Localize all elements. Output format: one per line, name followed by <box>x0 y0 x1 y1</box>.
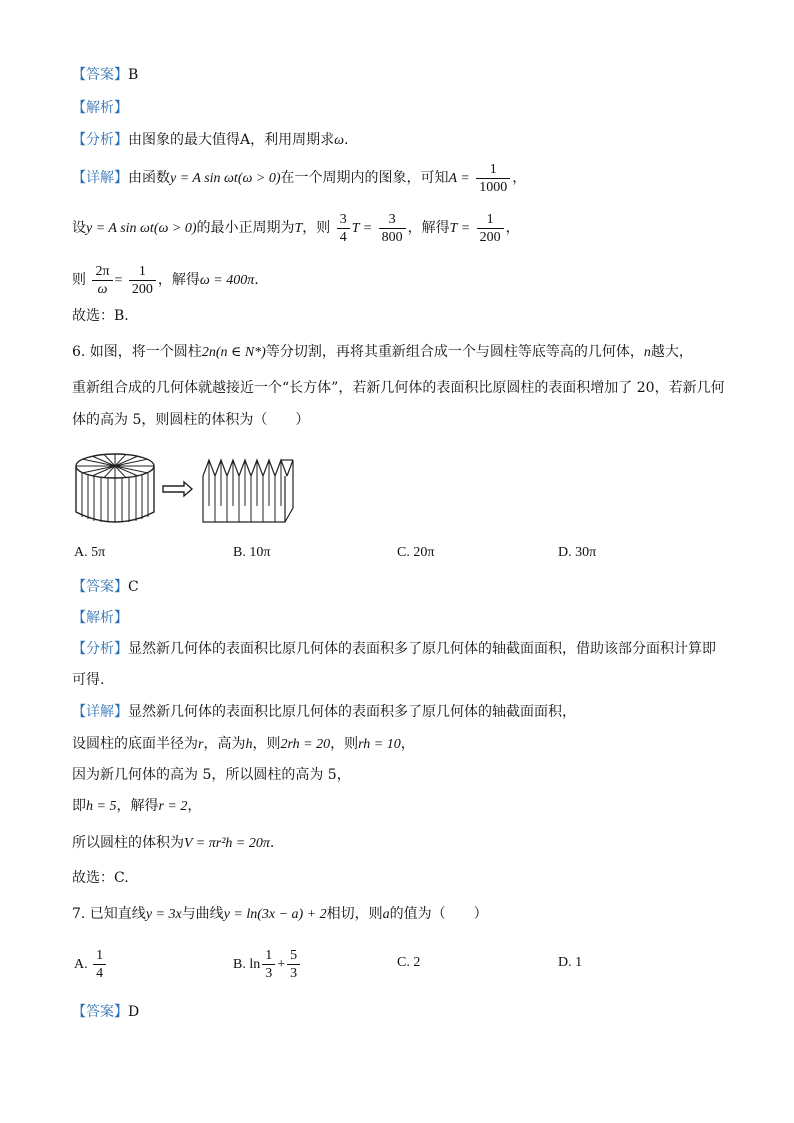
stem-text-c: 等分切割，再将其重新组合成一个与圆柱等底等高的几何体， <box>265 344 644 360</box>
stem-text-2: 重新组合成的几何体就越接近一个“长方体”，若新几何体的表面积比原圆柱的表面积增加了 20，若新几何 <box>72 380 725 396</box>
q6-option-b[interactable]: B. 10π <box>233 545 271 560</box>
numerator: 5 <box>287 947 300 965</box>
d5-end: . <box>269 835 275 851</box>
q5-detail-line-2 <box>72 210 520 247</box>
fraction-1-3 <box>262 947 275 982</box>
d4-text-b: ，解得 <box>116 798 159 814</box>
q7-option-d[interactable]: D. 1 <box>558 955 583 970</box>
q6-fenxi-line-1 <box>72 638 716 660</box>
q5-detail-line-1 <box>72 160 526 197</box>
xiangjie-tag: 【详解】 <box>72 704 128 720</box>
stem-text-a: 6. 如图，将一个圆柱 <box>72 344 202 360</box>
numerator: 1 <box>477 211 504 229</box>
denominator: 4 <box>339 229 347 245</box>
denominator: 3 <box>290 966 298 982</box>
d2-text-c: ，则 <box>252 736 281 752</box>
q7-stem-line <box>72 903 488 926</box>
fenxi-omega: ω <box>334 133 345 148</box>
d2-text-a: 设圆柱的底面半径为 <box>72 736 198 752</box>
choose-text: 故选：B. <box>72 308 129 324</box>
l3-result: ω = 400π <box>199 273 255 288</box>
q6-answer-line <box>72 576 139 598</box>
q6-option-d[interactable]: D. 30π <box>558 545 597 560</box>
answer-tag: 【答案】 <box>72 1004 128 1020</box>
d3-text: 因为新几何体的高为 5，所以圆柱的高为 5， <box>72 767 351 783</box>
ln-text: ln <box>249 957 261 972</box>
numerator: 3 <box>379 211 406 229</box>
l2-end: ， <box>505 220 520 236</box>
fraction-2pi-omega <box>92 263 112 298</box>
fenxi-text-2: 可得. <box>72 672 105 688</box>
fraction-1-200 <box>129 263 156 298</box>
numerator: 1 <box>129 263 156 281</box>
q6-option-a[interactable]: A. 5π <box>74 545 106 560</box>
l3-eq: = <box>114 273 123 288</box>
l2-text-a: 设 <box>72 220 86 236</box>
q6-stem-line-3 <box>72 409 309 431</box>
q6-detail-line-2 <box>72 733 415 756</box>
plus-sign: + <box>277 957 286 972</box>
l2-expr: y = A sin ωt(ω > 0) <box>86 221 197 236</box>
analysis-tag: 【解析】 <box>72 100 128 116</box>
d2-text-b: ，高为 <box>203 736 246 752</box>
l1-lhs: A = <box>448 171 470 186</box>
l1-text-a: 由函数 <box>128 170 170 186</box>
l2-T: T <box>294 221 303 236</box>
q5-choose-line <box>72 305 129 327</box>
l3-text-b: ，解得 <box>157 272 200 288</box>
answer-value: C <box>128 579 139 595</box>
fraction-3-800 <box>379 211 406 246</box>
d2-h: h <box>245 737 253 752</box>
answer-tag: 【答案】 <box>72 67 128 83</box>
l2-text-b: 的最小正周期为 <box>196 220 295 236</box>
stem-text-c: 相切，则 <box>326 906 383 922</box>
stem-n: n <box>643 345 651 360</box>
denominator: 3 <box>265 966 273 982</box>
answer-value: B <box>128 67 139 83</box>
d2-text-d: ，则 <box>330 736 359 752</box>
box-drawing <box>203 460 293 522</box>
fenxi-end: . <box>344 132 349 148</box>
fenxi-tag: 【分析】 <box>72 132 128 148</box>
answer-tag: 【答案】 <box>72 579 128 595</box>
q7-answer-line <box>72 1001 139 1023</box>
q5-fenxi-line <box>72 129 348 152</box>
cylinder-drawing <box>76 454 154 523</box>
fraction-3-4 <box>337 211 350 246</box>
l2-T2: T = <box>351 221 373 236</box>
d2-expr-2: rh = 10 <box>358 737 401 752</box>
d2-end: ， <box>400 736 415 752</box>
d2-r: r <box>198 737 204 752</box>
q6-choose-line <box>72 867 129 889</box>
q7-option-b[interactable] <box>233 947 302 983</box>
d5-text-a: 所以圆柱的体积为 <box>72 835 184 851</box>
q7-option-c[interactable]: C. 2 <box>397 955 421 970</box>
q6-option-c[interactable]: C. 20π <box>397 545 435 560</box>
fenxi-text-1: 显然新几何体的表面积比原几何体的表面积多了原几何体的轴截面面积，借助该部分面积计算即 <box>128 641 716 657</box>
fraction-5-3 <box>287 947 300 982</box>
d4-expr-1: h = 5 <box>86 799 117 814</box>
stem-expr: 2n(n ∈ N*) <box>201 345 266 360</box>
answer-value: D <box>128 1004 140 1020</box>
l2-text-c: ，则 <box>302 220 331 236</box>
q6-analysis-tag <box>72 607 128 629</box>
q7-option-a[interactable] <box>74 947 108 983</box>
xiangjie-text-1: 显然新几何体的表面积比原几何体的表面积多了原几何体的轴截面面积， <box>128 704 576 720</box>
stem-a: a <box>382 907 390 922</box>
stem-text-3: 体的高为 5，则圆柱的体积为（ ） <box>72 412 310 428</box>
q6-fenxi-line-2 <box>72 669 104 691</box>
stem-text-a: 7. 已知直线 <box>72 906 146 922</box>
cylinder-to-box-figure <box>74 446 300 526</box>
numerator: 3 <box>337 211 350 229</box>
q5-detail-line-3 <box>72 262 259 299</box>
denominator: 4 <box>96 966 104 982</box>
denominator: 1000 <box>479 179 508 195</box>
fenxi-text-a: 由图象的最大值得A，利用周期求 <box>128 132 335 148</box>
d4-expr-2: r = 2 <box>158 799 188 814</box>
l3-text-a: 则 <box>72 272 86 288</box>
denominator: 200 <box>131 281 153 297</box>
l1-end: ， <box>512 170 527 186</box>
stem-text-d: 的值为（ ） <box>389 906 488 922</box>
numerator: 1 <box>93 947 106 965</box>
fraction-1-200 <box>477 211 504 246</box>
q5-answer-line <box>72 64 138 86</box>
denominator: ω <box>97 281 108 297</box>
q6-detail-line-4 <box>72 795 201 818</box>
arrow-right-icon <box>163 482 192 496</box>
l2-text-d: ，解得 <box>407 220 450 236</box>
q6-detail-line-3 <box>72 764 351 786</box>
fenxi-tag: 【分析】 <box>72 641 128 657</box>
numerator: 1 <box>476 161 510 179</box>
stem-text-e: 越大， <box>650 344 693 360</box>
fraction-1-4 <box>93 947 106 982</box>
d4-end: ， <box>187 798 202 814</box>
denominator: 200 <box>479 229 501 245</box>
numerator: 2π <box>92 263 112 281</box>
l3-end: . <box>254 272 259 288</box>
numerator: 1 <box>262 947 275 965</box>
l1-text-b: 在一个周期内的图象，可知 <box>280 170 449 186</box>
d4-text-a: 即 <box>72 798 86 814</box>
q6-detail-line-1 <box>72 701 576 723</box>
option-label: A. <box>74 957 88 972</box>
q6-stem-line-1 <box>72 341 693 364</box>
q5-analysis-tag <box>72 97 128 119</box>
xiangjie-tag: 【详解】 <box>72 170 128 186</box>
q6-detail-line-5 <box>72 832 274 855</box>
stem-text-b: 与曲线 <box>181 906 224 922</box>
option-label: B. <box>233 957 246 972</box>
stem-expr-1: y = 3x <box>145 907 182 922</box>
stem-expr-2: y = ln(3x − a) + 2 <box>223 907 327 922</box>
d5-expr: V = πr²h = 20π <box>184 836 270 851</box>
fraction-1-1000 <box>476 161 510 196</box>
analysis-tag: 【解析】 <box>72 610 128 626</box>
denominator: 800 <box>381 229 403 245</box>
l1-expr: y = A sin ωt(ω > 0) <box>170 171 281 186</box>
d2-expr-1: 2rh = 20 <box>280 737 331 752</box>
q6-stem-line-2 <box>72 377 725 399</box>
choose-text: 故选：C. <box>72 870 129 886</box>
l2-T3: T = <box>449 221 471 236</box>
